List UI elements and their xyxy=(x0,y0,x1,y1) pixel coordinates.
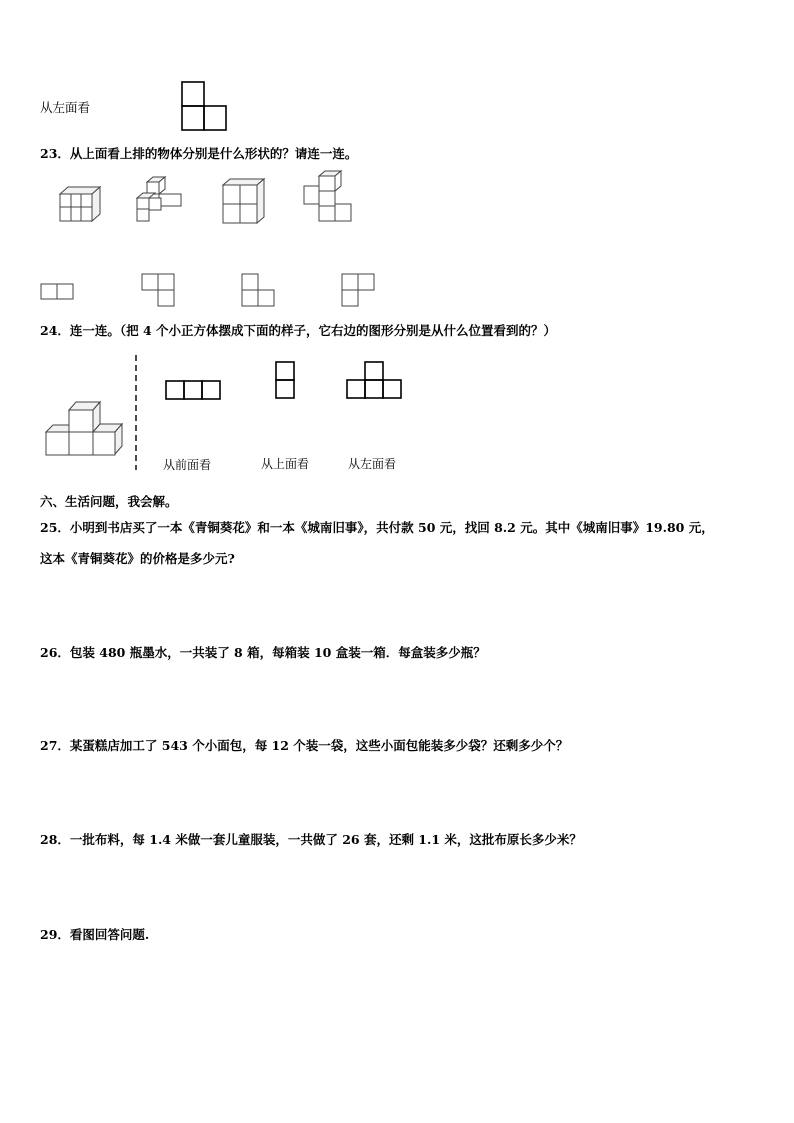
view-figure-3-icon xyxy=(346,361,404,401)
view-figure-1-icon xyxy=(165,380,223,402)
question-25-line-1: 25．小明到书店买了一本《青铜葵花》和一本《城南旧事》，共付款 50 元，找回 8.2 元。其中《城南旧事》19.80 元， xyxy=(40,520,714,535)
question-28: 28．一批布料，每 1.4 米做一套儿童服装，一共做了 26 套，还剩 1.1 米，这批布原长多少米？ xyxy=(40,832,582,847)
top-view-3-icon xyxy=(241,273,277,309)
cube-stack-2-icon xyxy=(135,176,187,226)
label-front-view: 从前面看 xyxy=(163,458,212,472)
top-view-1-icon xyxy=(40,283,76,301)
top-view-2-icon xyxy=(141,273,175,309)
question-29: 29．看图回答问题. xyxy=(40,927,150,942)
dashed-divider-icon xyxy=(134,355,138,470)
question-26: 26．包装 480 瓶墨水，一共装了 8 箱，每箱装 10 盒装一箱．每盒装多少瓶？ xyxy=(40,645,486,660)
question-25-line-2: 这本《青铜葵花》的价格是多少元? xyxy=(40,551,235,566)
question-23: 23．从上面看上排的物体分别是什么形状的？请连一连。 xyxy=(40,146,358,161)
label-left-view: 从左面看 xyxy=(348,457,397,471)
cube-arrangement-icon xyxy=(44,398,126,460)
section-6-title: 六、生活问题，我会解。 xyxy=(40,494,178,509)
cube-stack-1-icon xyxy=(56,184,104,224)
left-view-label: 从左面看 xyxy=(40,100,91,115)
cube-stack-4-icon xyxy=(301,170,355,226)
view-figure-2-icon xyxy=(275,361,297,401)
cube-stack-3-icon xyxy=(221,177,269,225)
question-24: 24．连一连。（把 4 个小正方体摆成下面的样子，它右边的图形分别是从什么位置看到的？） xyxy=(40,323,557,338)
top-view-4-icon xyxy=(341,273,377,309)
question-27: 27．某蛋糕店加工了 543 个小面包，每 12 个装一袋，这些小面包能装多少袋？还剩多少个？ xyxy=(40,738,569,753)
label-top-view: 从上面看 xyxy=(261,457,310,471)
left-view-figure-icon xyxy=(181,81,229,133)
